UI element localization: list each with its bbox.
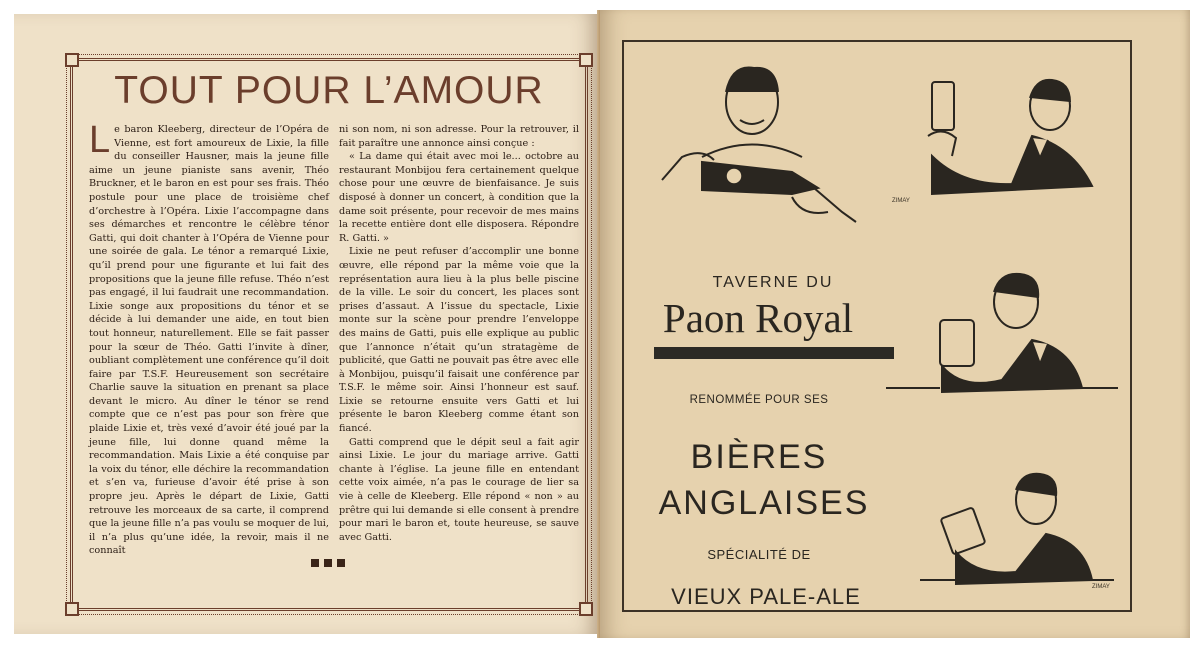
ad-line-anglaises: ANGLAISES	[658, 484, 870, 522]
sipping-man-illustration	[916, 472, 1116, 592]
text-column-2	[339, 123, 579, 544]
frame-corner	[65, 53, 79, 67]
ad-line-renommee: RENOMMÉE POUR SES	[689, 394, 829, 406]
pouring-man-illustration	[642, 62, 862, 227]
paragraph: Lixie ne peut refuser d’accomplir une bonne œuvre, elle répond par la même voie que la représentation aura lieu à la plus belle piscine de la ville. Le soir du concert, les places sont prises d’assaut. A l’issue du spectacle, Lixie monte sur la scène pour prendre l’enveloppe des mains de Gatti, puis elle explique au public que l’annonce n’était qu’un stratagème de publicité, que Gatti ne pouvait pas être avec elle à Monbijou, puisqu’il faisait une conférence par T.S.F. le même soir. Ainsi l’honneur est sauf. Lixie se retourne ensuite vers Gatti et lui présente le baron Kleeberg comme étant son fiancé.	[339, 246, 579, 435]
left-page	[14, 14, 600, 634]
advertisement	[622, 40, 1132, 612]
article-title: TOUT POUR L’AMOUR	[114, 69, 544, 112]
paragraph: ni son nom, ni son adresse. Pour la retrouver, il fait paraître une annonce ainsi conçue :	[339, 124, 579, 149]
ornament-square	[337, 559, 345, 567]
ornament-square	[311, 559, 319, 567]
toasting-man-illustration	[912, 76, 1122, 206]
magazine-spread	[14, 10, 1190, 638]
paragraph: e baron Kleeberg, directeur de l’Opéra de Vienne, est fort amoureux de Lixie, la fille du conseiller Hausner, mais la jeune fille aime un jeune pianiste sans avenir, Théo Bruckner, et le baron en est pour ses frais. Théo postule pour une place de troisième chef d’orchestre à l’Opéra. Lixie l’accompagne dans ses démarches et rencontre le célèbre ténor Gatti, qui doit chanter à l’Opéra de Vienne pour une soirée de gala. Le ténor a remarqué Lixie, qu’il prend pour une figurante et lui fait des propositions que la jeune fille refuse. Théo n’est pas engagé, il lui faudrait une recommandation. Lixie songe aux propositions du ténor et se décide à lui demander une aide, en tout bien tout honneur, naturellement. Elle se fait passer pour la sœur de Théo. Gatti l’invite à dîner, oubliant complètement une conférence qu’il doit faire par T.S.F. Heureusement son secrétaire Charlie sauve la situation en prenant sa place devant le micro. Au dîner le ténor se rend compte que ce n’est pas pour son frère que plaide Lixie et, très vexé d’avoir été joué par la jeune fille, lui donne quand même la recommandation. Mais Lixie a été conquise par la voix du ténor, elle déchire la recommandation et s’en va, furieuse d’avoir été prise à son propre jeu. Après le départ de Lixie, Gatti retrouve les morceaux de sa carte, il comprend que la jeune fille n’a pas voulu se moquer de lui, il n’a plus qu’une idée, la revoir, mais il ne connaît	[89, 124, 329, 557]
paragraph: Gatti comprend que le dépit seul a fait agir ainsi Lixie. Le jour du mariage arrive. Gatti chante à l’église. La jeune fille en entendant cette voix aimée, n’a pas le courage de lier sa vie à celle de Kleeberg. Elle répond « non » au prêtre qui lui demande si elle consent à prendre pour mari le baron et, toute heureuse, se sauve avec Gatti.	[339, 436, 579, 543]
drinking-man-illustration	[882, 270, 1122, 400]
drop-cap: L	[89, 119, 111, 161]
text-frame	[70, 58, 588, 611]
paragraph: « La dame qui était avec moi le... octobre au restaurant Monbijou fera certainement quelque chose pour une œuvre de bienfaisance. Je suis disposé à donner un concert, à condition que la dame soit présente, pour recevoir de mes mains la recette entière dont elle disposera. Répondre R. Gatti. »	[339, 151, 579, 244]
ad-line-vieux-pale-ale: VIEUX PALE-ALE	[671, 584, 861, 609]
ad-rule-bar	[654, 347, 894, 359]
end-ornament	[311, 559, 351, 567]
frame-corner	[579, 602, 593, 616]
ad-line-specialite: SPÉCIALITÉ DE	[707, 547, 811, 562]
frame-corner	[65, 602, 79, 616]
ad-line-bieres: BIÈRES	[690, 438, 828, 476]
illustrator-signature: ZIMAY	[1092, 584, 1110, 590]
ad-line-paon-royal: Paon Royal	[662, 295, 854, 341]
right-page	[600, 10, 1190, 638]
illustrator-signature: ZIMAY	[892, 198, 910, 204]
ad-line-taverne: TAVERNE DU	[712, 274, 834, 291]
frame-corner	[579, 53, 593, 67]
ornament-square	[324, 559, 332, 567]
text-column-1	[89, 119, 329, 558]
